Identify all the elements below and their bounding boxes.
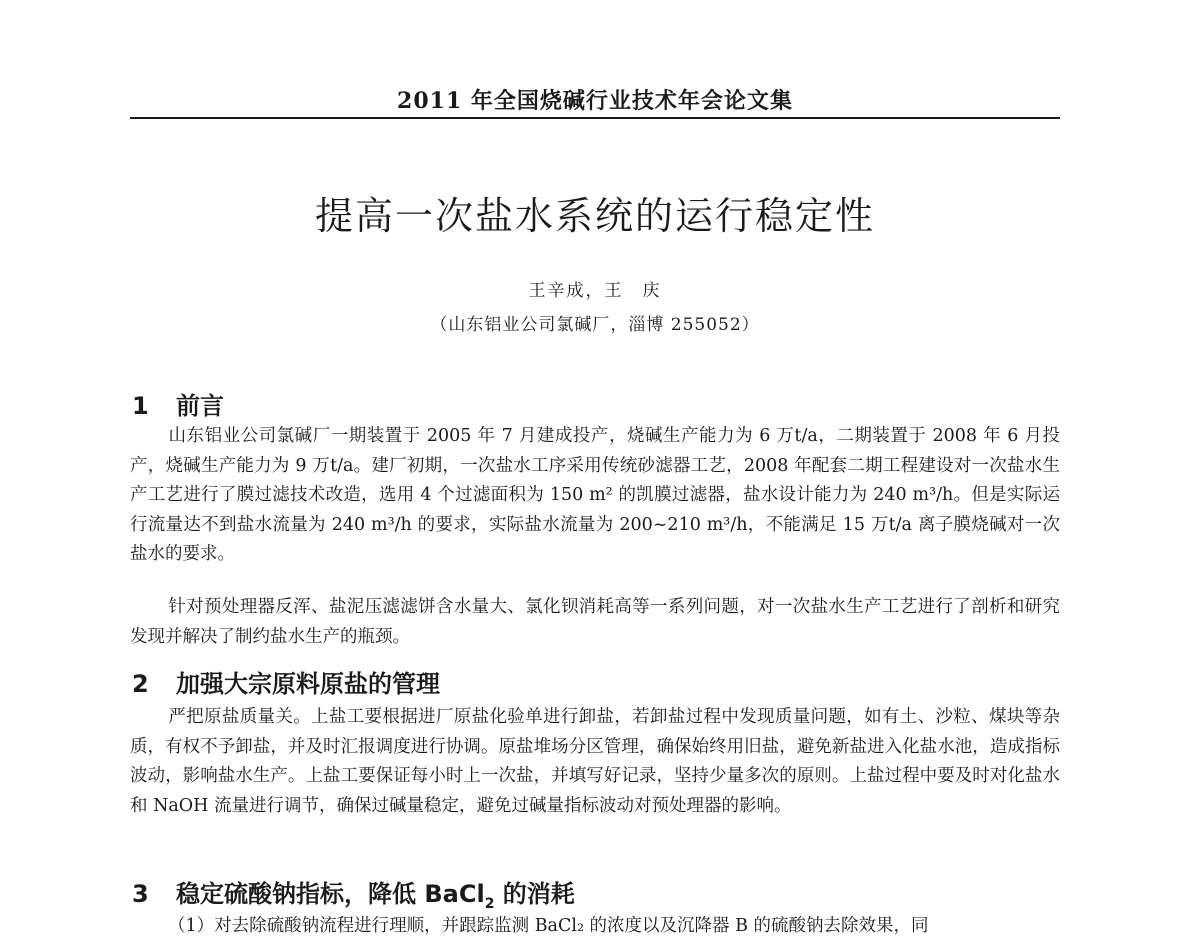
section-title-suffix: 的消耗 — [494, 880, 575, 908]
section-title: 前言 — [176, 392, 224, 420]
paragraph-text: 山东铝业公司氯碱厂一期装置于 2005 年 7 月建成投产，烧碱生产能力为 6 万t/a，二期装置于 2008 年 6 月投产，烧碱生产能力为 9 万t/a。建厂初期，一次盐水工序采用传统砂滤器工艺，2008 年配套二期工程建设对一次盐水生产工艺进行了膜过滤技术改造，选用 4 个过滤面积为 150 m² 的凯膜过滤器，盐水设计能力为 240 m³/h。但是实际运行流量达不到盐水流量为 240 m³/h 的要求，实际盐水流量为 200~210 m³/h，不能满足 15 万t/a 离子膜烧碱对一次盐水的要求。 — [130, 426, 1060, 564]
header-rule — [130, 117, 1060, 119]
running-header: 2011 年全国烧碱行业技术年会论文集 — [397, 88, 793, 114]
authors: 王辛成，王 庆 — [528, 281, 662, 301]
paragraph-text: 针对预处理器反浑、盐泥压滤滤饼含水量大、氯化钡消耗高等一系列问题，对一次盐水生产工艺进行了剖析和研究发现并解决了制约盐水生产的瓶颈。 — [130, 597, 1060, 647]
section-title-subscript: 2 — [484, 895, 495, 912]
section-2-heading — [132, 664, 440, 699]
section-3-paragraph-1 — [130, 912, 1060, 942]
section-title: 加强大宗原料原盐的管理 — [176, 670, 440, 698]
section-3-heading — [132, 874, 575, 912]
section-number: 2 — [132, 670, 149, 698]
section-number: 1 — [132, 392, 149, 420]
section-number: 3 — [132, 880, 149, 908]
section-1-heading — [132, 386, 224, 421]
section-1-paragraph-1 — [130, 422, 1060, 570]
section-2-paragraph-1 — [130, 703, 1060, 821]
paper-title: 提高一次盐水系统的运行稳定性 — [314, 194, 875, 238]
paragraph-text: 严把原盐质量关。上盐工要根据进厂原盐化验单进行卸盐，若卸盐过程中发现质量问题，如有土、沙粒、煤块等杂质，有权不予卸盐，并及时汇报调度进行协调。原盐堆场分区管理，确保始终用旧盐，避免新盐进入化盐水池，造成指标波动，影响盐水生产。上盐工要保证每小时上一次盐，并填写好记录，坚持少量多次的原则。上盐过程中要及时对化盐水和 NaOH 流量进行调节，确保过碱量稳定，避免过碱量指标波动对预处理器的影响。 — [130, 707, 1060, 816]
paragraph-text: （1）对去除硫酸钠流程进行理顺，并跟踪监测 BaCl₂ 的浓度以及沉降器 B 的硫酸钠去除效果，同 — [168, 916, 929, 936]
section-title-prefix: 稳定硫酸钠指标，降低 BaCl — [176, 880, 485, 908]
affiliation: （山东铝业公司氯碱厂，淄博 255052） — [430, 315, 760, 335]
section-1-paragraph-2 — [130, 593, 1060, 652]
